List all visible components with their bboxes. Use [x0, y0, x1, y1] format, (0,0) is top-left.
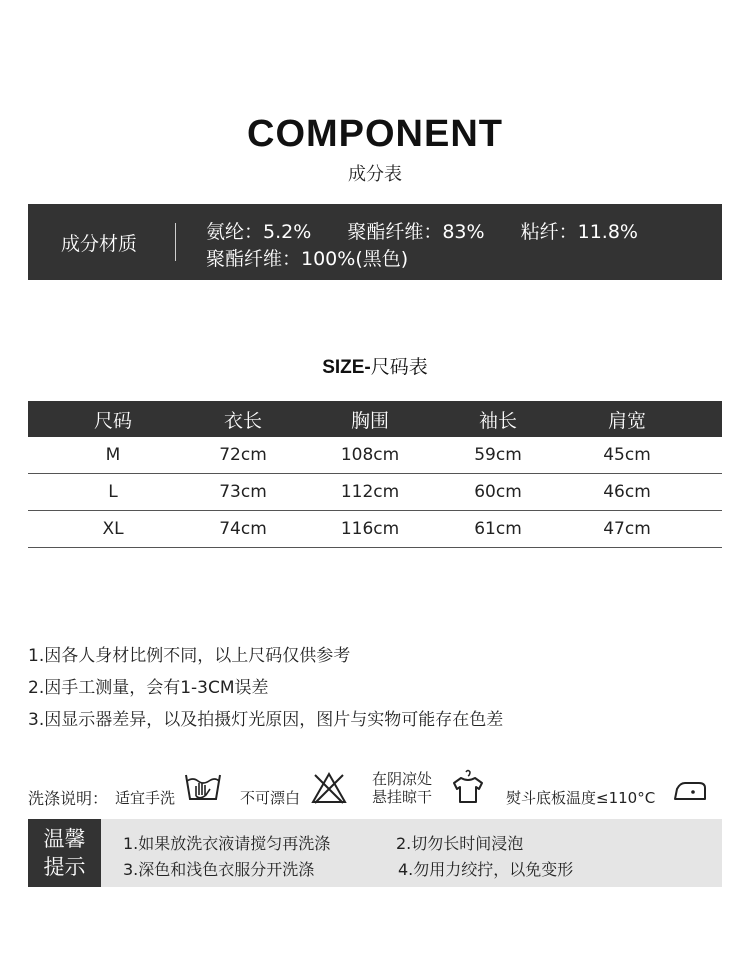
- header-cell: 袖长: [478, 409, 517, 432]
- hang-dry-icon: [448, 768, 488, 806]
- tips-band: [28, 819, 722, 887]
- size-title-rest: 尺码表: [370, 356, 428, 378]
- composition-line-1: [206, 217, 668, 244]
- care-label: 洗涤说明：: [28, 789, 109, 808]
- header-cell: 肩宽: [607, 409, 646, 432]
- header-cell: 尺码: [93, 409, 132, 432]
- table-row: [28, 437, 722, 474]
- size-table: [28, 401, 722, 548]
- note-item: 3.因显示器差异，以及拍摄灯光原因，图片与实物可能存在色差: [28, 710, 504, 730]
- composition-divider: [175, 223, 176, 261]
- tip-item: 1.如果放洗衣液请搅匀再洗涤: [123, 834, 331, 853]
- header-cell: 衣长: [223, 409, 262, 432]
- no-bleach-icon: [311, 771, 347, 805]
- tips-heading-line1: 温馨: [43, 827, 86, 851]
- hand-wash-label: 适宜手洗: [115, 789, 176, 807]
- tip-item: 2.切勿长时间浸泡: [396, 834, 524, 853]
- table-cell: 116cm: [340, 519, 400, 539]
- tips-heading-line2: 提示: [43, 855, 86, 879]
- tip-item: 4.勿用力绞拧，以免变形: [398, 860, 574, 879]
- table-cell: M: [105, 445, 121, 465]
- tips-heading: [28, 819, 101, 887]
- composition-item: 粘纤：11.8%: [520, 221, 638, 243]
- table-cell: L: [108, 482, 118, 502]
- iron-icon: [673, 779, 707, 803]
- table-cell: 73cm: [219, 482, 267, 502]
- size-table-header: [28, 401, 722, 437]
- dry-label-line1: 在阴凉处: [372, 770, 433, 788]
- table-row: [28, 511, 722, 548]
- table-row: [28, 474, 722, 511]
- table-cell: 47cm: [603, 519, 651, 539]
- care-instructions: [28, 765, 722, 810]
- table-cell: 112cm: [340, 482, 400, 502]
- note-item: 1.因各人身材比例不同，以上尺码仅供参考: [28, 646, 351, 666]
- page-title: COMPONENT: [247, 113, 503, 155]
- table-cell: 46cm: [603, 482, 651, 502]
- composition-band: [28, 204, 722, 280]
- table-cell: 108cm: [340, 445, 400, 465]
- size-section-title: [0, 352, 750, 379]
- table-cell: 45cm: [603, 445, 651, 465]
- hand-wash-icon: [184, 771, 222, 805]
- table-cell: 72cm: [219, 445, 267, 465]
- composition-label: 成分材质: [61, 233, 138, 255]
- no-bleach-label: 不可漂白: [240, 789, 301, 807]
- composition-line-2: 聚酯纤维：100%(黑色): [206, 248, 409, 270]
- size-notes: [28, 640, 503, 736]
- table-cell: XL: [102, 519, 124, 539]
- composition-item: 氨纶：5.2%: [206, 221, 312, 243]
- note-item: 2.因手工测量，会有1-3CM误差: [28, 678, 269, 698]
- table-cell: 59cm: [474, 445, 522, 465]
- tip-item: 3.深色和浅色衣服分开洗涤: [123, 860, 315, 879]
- iron-label: 熨斗底板温度≤110°C: [506, 789, 656, 807]
- header-cell: 胸围: [350, 409, 389, 432]
- table-cell: 74cm: [219, 519, 267, 539]
- page-subtitle: 成分表: [348, 164, 402, 185]
- table-cell: 61cm: [474, 519, 522, 539]
- composition-item: 聚酯纤维：83%: [347, 221, 485, 243]
- size-title-bold: SIZE-: [322, 357, 371, 378]
- dry-label-line2: 悬挂晾干: [372, 788, 433, 806]
- table-cell: 60cm: [474, 482, 522, 502]
